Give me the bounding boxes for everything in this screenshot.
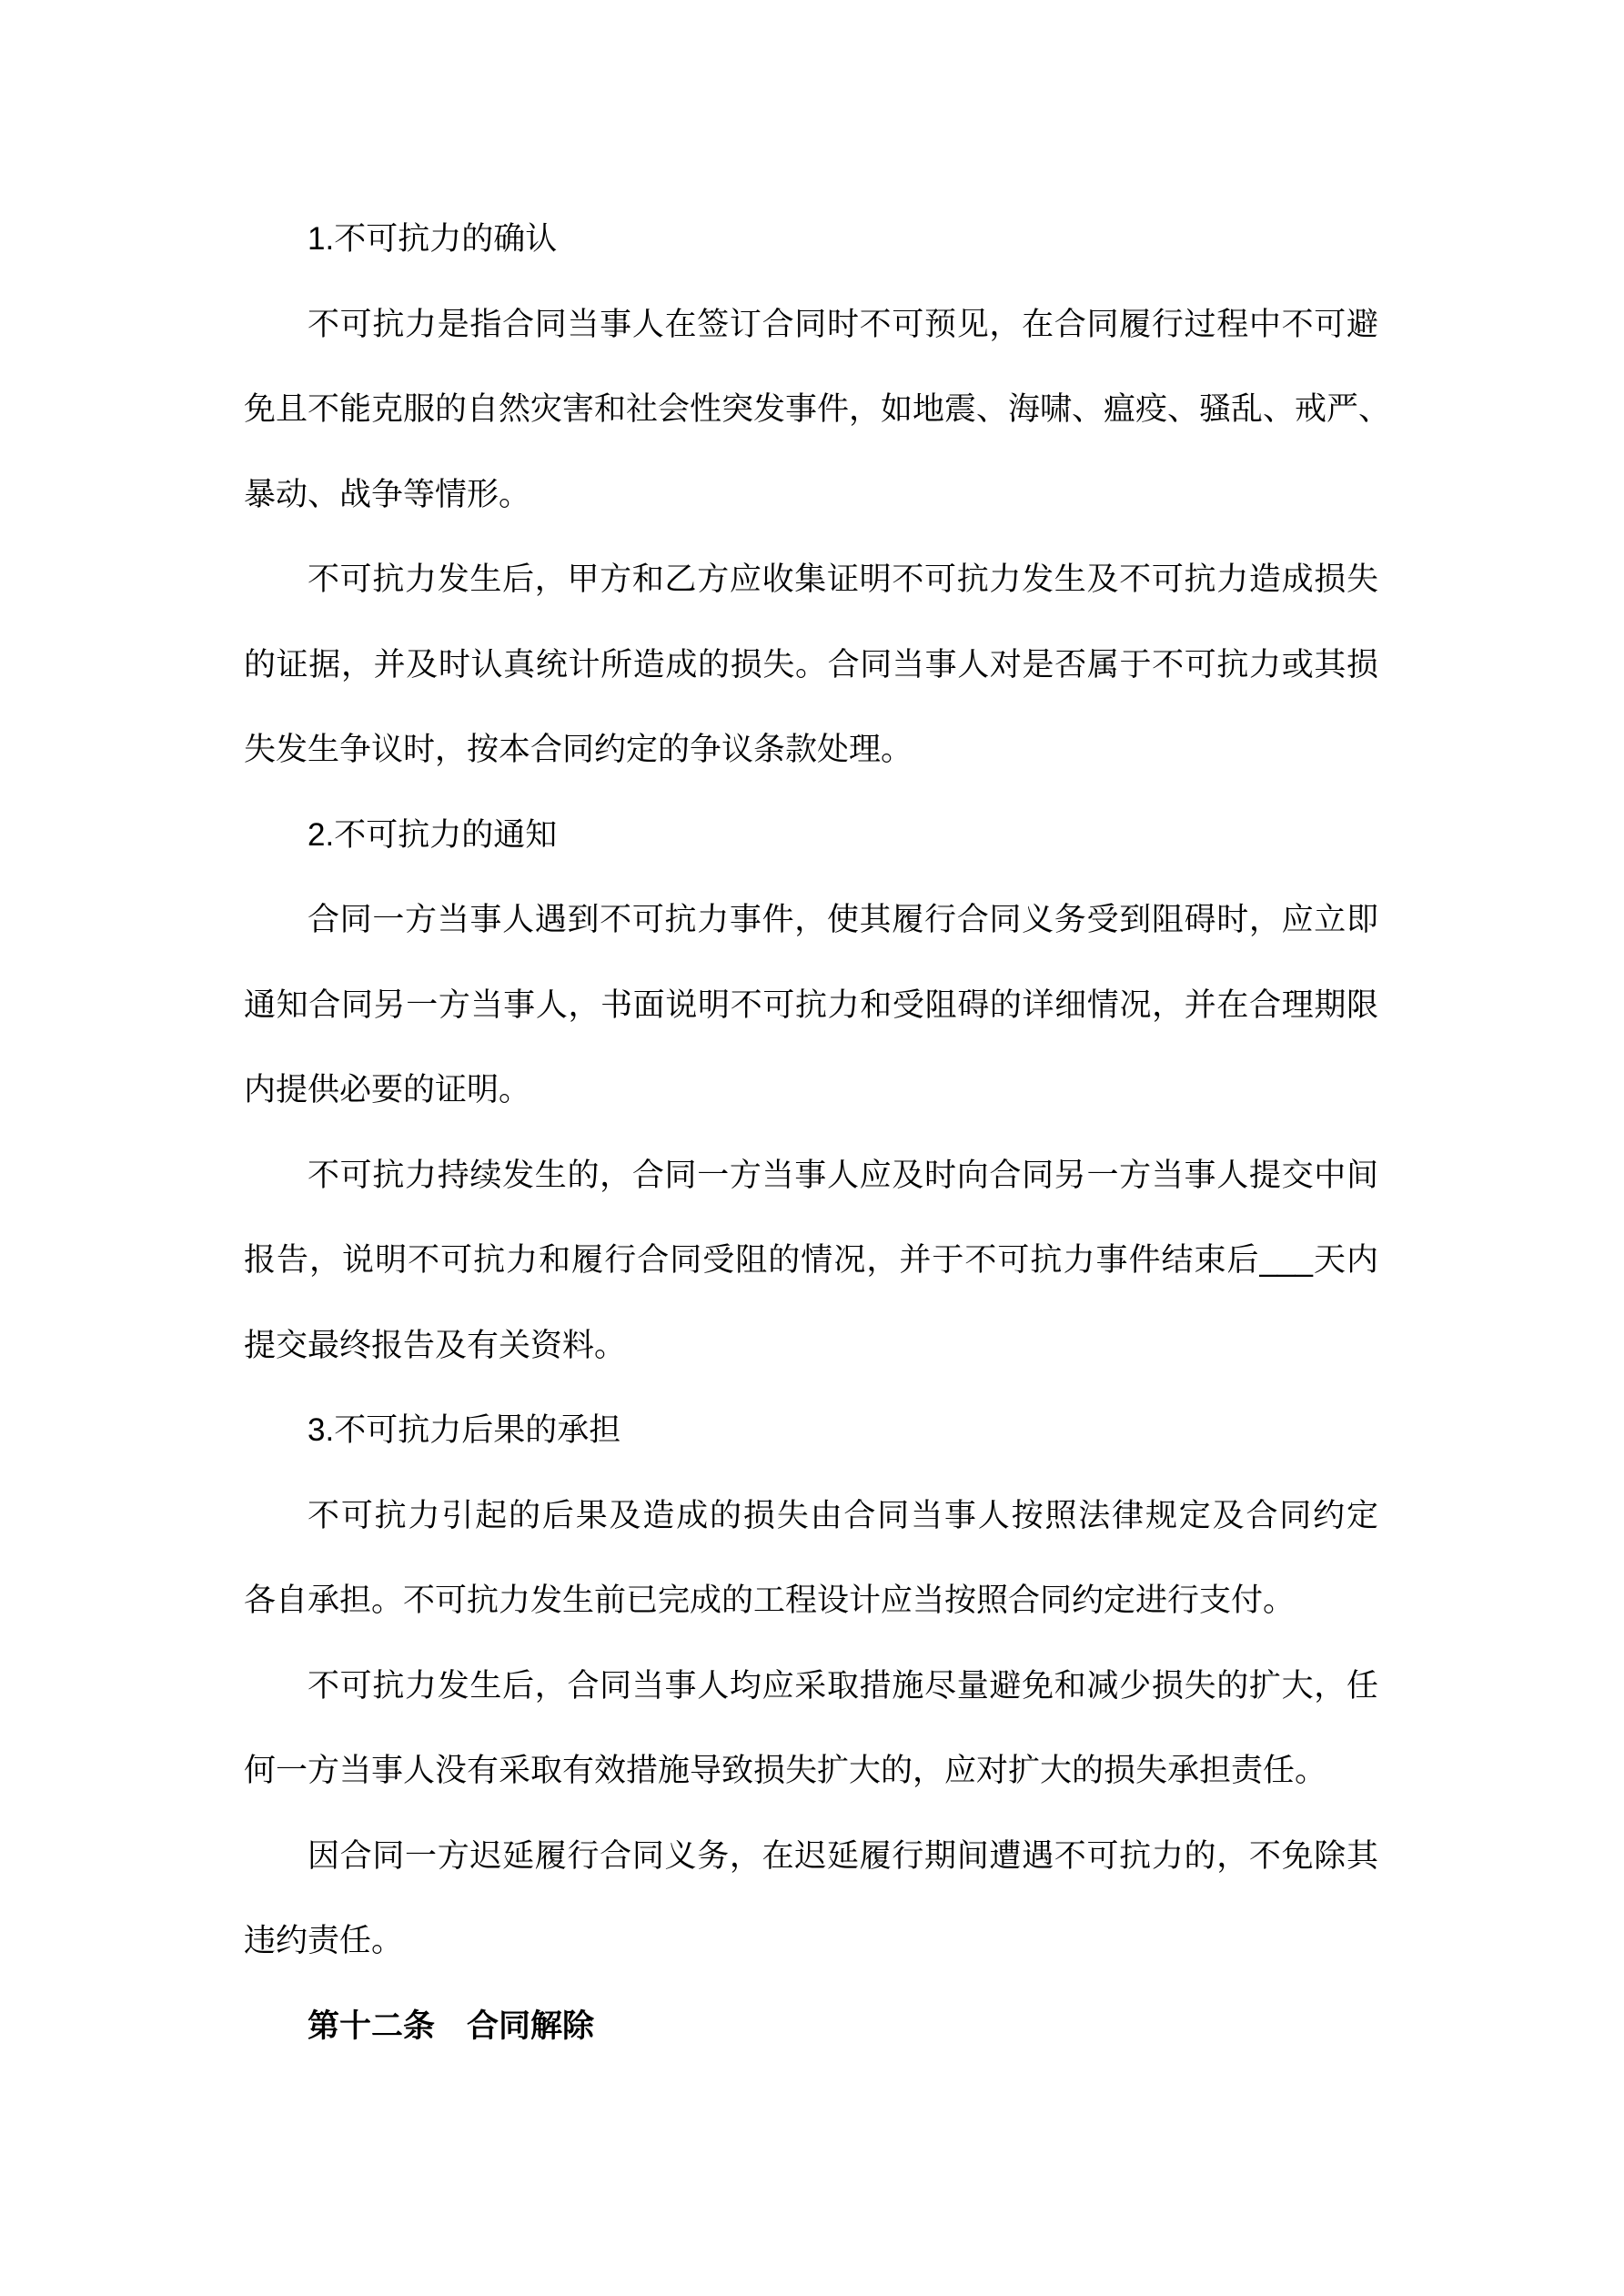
text-line: 暴动、战争等情形。 bbox=[244, 476, 531, 512]
text-line: 免且不能克服的自然灾害和社会性突发事件，如地震、海啸、瘟疫、骚乱、戒严、 bbox=[244, 391, 1391, 427]
document-text-block bbox=[244, 197, 1391, 2068]
text-line: 报告，说明不可抗力和履行合同受阻的情况，并于不可抗力事件结束后___天内 bbox=[244, 1242, 1378, 1278]
clause-item-1-body bbox=[244, 282, 1391, 538]
text-line: 内提供必要的证明。 bbox=[244, 1072, 531, 1108]
clause-item-2-body bbox=[244, 877, 1378, 1133]
text-line: 因合同一方迟延履行合同义务，在迟延履行期间遭遇不可抗力的，不免除其 bbox=[308, 1837, 1378, 1874]
clause-item-3-body-3 bbox=[244, 1814, 1378, 1984]
clause-item-1-body-2 bbox=[244, 537, 1378, 793]
clause-item-1-heading bbox=[244, 197, 1378, 282]
text-line: 失发生争议时，按本合同约定的争议条款处理。 bbox=[244, 732, 913, 767]
text-line: 何一方当事人没有采取有效措施导致损失扩大的，应对扩大的损失承担责任。 bbox=[244, 1753, 1327, 1788]
text-line: 第十二条 合同解除 bbox=[308, 2008, 595, 2044]
clause-item-3-body bbox=[244, 1473, 1378, 1644]
text-line: 不可抗力发生后，合同当事人均应采取措施尽量避免和减少损失的扩大，任 bbox=[308, 1667, 1378, 1704]
text-line: 的证据，并及时认真统计所造成的损失。合同当事人对是否属于不可抗力或其损 bbox=[244, 646, 1378, 683]
text-line: 合同一方当事人遇到不可抗力事件，使其履行合同义务受到阻碍时，应立即 bbox=[308, 902, 1378, 937]
text-line: 不可抗力发生后，甲方和乙方应收集证明不可抗力发生及不可抗力造成损失 bbox=[308, 561, 1378, 597]
clause-item-3-heading bbox=[244, 1388, 1378, 1473]
text-line: 通知合同另一方当事人，书面说明不可抗力和受阻碍的详细情况，并在合理期限 bbox=[244, 986, 1378, 1023]
text-line: 违约责任。 bbox=[244, 1923, 404, 1958]
clause-item-2-body-2 bbox=[244, 1133, 1378, 1389]
article-12-heading bbox=[244, 1984, 1378, 2069]
text-line: 不可抗力持续发生的，合同一方当事人应及时向合同另一方当事人提交中间 bbox=[308, 1157, 1378, 1193]
text-line: 各自承担。不可抗力发生前已完成的工程设计应当按照合同约定进行支付。 bbox=[244, 1583, 1296, 1618]
text-line: 3.不可抗力后果的承担 bbox=[308, 1412, 621, 1448]
text-line: 提交最终报告及有关资料。 bbox=[244, 1327, 627, 1363]
text-line: 不可抗力是指合同当事人在签订合同时不可预见，在合同履行过程中不可避 bbox=[308, 306, 1378, 342]
text-line: 2.不可抗力的通知 bbox=[308, 816, 558, 853]
text-line: 1.不可抗力的确认 bbox=[308, 221, 558, 257]
clause-item-3-body-2 bbox=[244, 1644, 1378, 1814]
clause-item-2-heading bbox=[244, 793, 1378, 878]
text-line: 不可抗力引起的后果及造成的损失由合同当事人按照法律规定及合同约定 bbox=[308, 1497, 1378, 1533]
